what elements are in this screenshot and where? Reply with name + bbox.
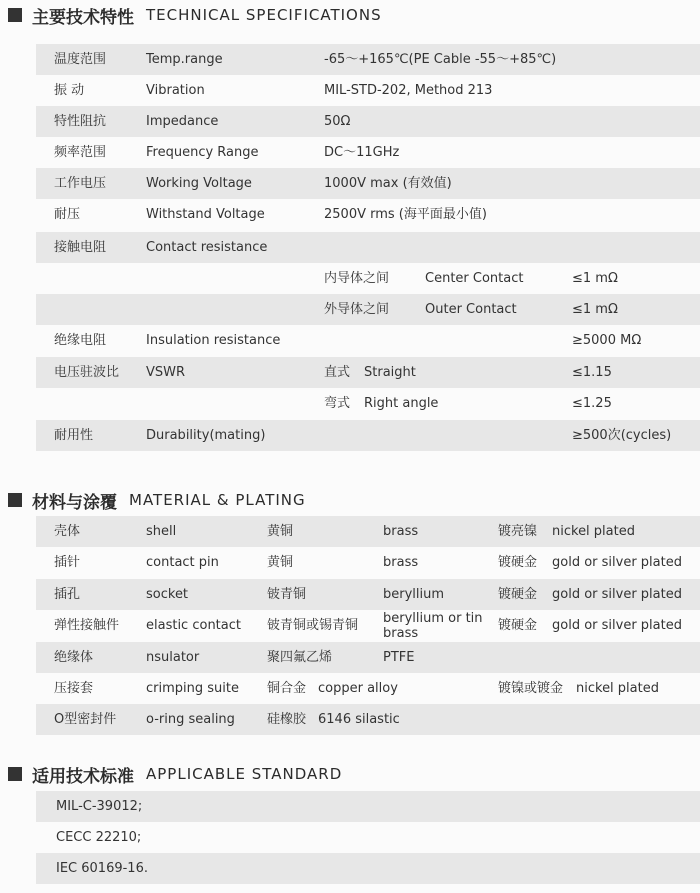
table-row [36,516,700,547]
tech-section-title [8,3,382,27]
material-cn: 铍青铜或锡青铜 [267,618,359,633]
row-label-en: VSWR [146,365,186,380]
standard-item: MIL-C-39012; [56,799,143,814]
row-value: 50Ω [324,114,351,129]
material-en: 6146 silastic [318,712,400,727]
table-row [36,263,700,294]
row-value: MIL-STD-202, Method 213 [324,83,493,98]
row-label-cn: 耐压 [54,207,81,222]
table-row [36,610,700,641]
plating-en: nickel plated [552,524,635,539]
material-en: beryllium [383,587,445,602]
plating-en: nickel plated [576,681,659,696]
table-row [36,388,700,419]
table-row [36,325,700,356]
table-row [36,232,700,263]
material-cn: 黄铜 [267,524,294,539]
row-sub-label-cn: 内导体之间 [324,271,390,286]
row-label-cn: 频率范围 [54,145,107,160]
part-name-en: elastic contact [146,618,241,633]
list-item [36,853,700,884]
table-row [36,357,700,388]
material-en: beryllium or tin brass [383,611,483,641]
row-label-en: Working Voltage [146,176,252,191]
table-row [36,420,700,451]
row-label-cn: 温度范围 [54,52,107,67]
table-row [36,642,700,673]
row-value: ≤1.15 [572,365,612,380]
material-section-title [8,488,306,512]
plating-cn: 镀硬金 [498,618,538,633]
row-label-en: Vibration [146,83,205,98]
standard-item: IEC 60169-16. [56,861,148,876]
row-label-en: Temp.range [146,52,223,67]
row-label-cn: 绝缘电阻 [54,333,107,348]
row-value: ≥5000 MΩ [572,333,642,348]
table-row [36,704,700,735]
row-value: 2500V rms (海平面最小值) [324,207,487,222]
row-value: DC～11GHz [324,145,400,160]
row-sub-label-cn: 外导体之间 [324,302,390,317]
plating-cn: 镀硬金 [498,555,538,570]
row-label-en: Impedance [146,114,219,129]
row-value: ≤1 mΩ [572,271,618,286]
material-title-cn: 材料与涂覆 [32,492,117,513]
row-value: -65～+165℃(PE Cable -55～+85℃) [324,52,557,67]
table-row [36,106,700,137]
plating-cn: 镀亮镍 [498,524,538,539]
part-name-cn: 壳体 [54,524,81,539]
table-row [36,75,700,106]
row-label-cn: 工作电压 [54,176,107,191]
part-name-cn: 压接套 [54,681,94,696]
row-value: ≤1.25 [572,396,612,411]
row-value: 1000V max (有效值) [324,176,452,191]
square-bullet-icon [8,493,22,507]
part-name-en: o-ring sealing [146,712,235,727]
row-sub-label-cn: 弯式 [324,396,351,411]
row-label-en: Durability(mating) [146,428,266,443]
table-row [36,168,700,199]
plating-cn: 镀硬金 [498,587,538,602]
standard-section-title [8,762,342,786]
row-label-cn: 振 动 [54,83,85,98]
row-value: ≥500次(cycles) [572,428,672,443]
material-cn: 铜合金 [267,681,307,696]
row-label-cn: 特性阻抗 [54,114,107,129]
material-cn: 聚四氟乙烯 [267,650,333,665]
material-title-en: MATERIAL & PLATING [129,491,306,509]
row-sub-label-en: Outer Contact [425,302,517,317]
square-bullet-icon [8,767,22,781]
plating-en: gold or silver plated [552,618,682,633]
table-row [36,294,700,325]
material-cn: 硅橡胶 [267,712,307,727]
row-label-en: Insulation resistance [146,333,281,348]
material-cn: 黄铜 [267,555,294,570]
part-name-cn: 弹性接触件 [54,618,120,633]
part-name-cn: 插针 [54,555,81,570]
standard-title-cn: 适用技术标准 [32,766,134,787]
tech-title-cn: 主要技术特性 [32,7,134,28]
row-label-cn: 电压驻波比 [54,365,120,380]
part-name-en: crimping suite [146,681,239,696]
table-row [36,579,700,610]
row-label-cn: 耐用性 [54,428,94,443]
table-row [36,673,700,704]
row-sub-label-cn: 直式 [324,365,351,380]
table-row [36,44,700,75]
part-name-cn: O型密封件 [54,712,117,727]
table-row [36,547,700,578]
row-label-en: Contact resistance [146,240,268,255]
material-cn: 铍青铜 [267,587,307,602]
row-label-en: Frequency Range [146,145,259,160]
part-name-en: nsulator [146,650,200,665]
tech-title-en: TECHNICAL SPECIFICATIONS [146,6,382,24]
material-en: copper alloy [318,681,398,696]
material-en: brass [383,555,419,570]
plating-cn: 镀镍或镀金 [498,681,564,696]
material-en: brass [383,524,419,539]
standard-title-en: APPLICABLE STANDARD [146,765,343,783]
plating-en: gold or silver plated [552,555,682,570]
part-name-en: shell [146,524,177,539]
standard-item: CECC 22210; [56,830,142,845]
plating-en: gold or silver plated [552,587,682,602]
material-en: PTFE [383,650,415,665]
part-name-en: contact pin [146,555,219,570]
part-name-cn: 插孔 [54,587,81,602]
row-label-cn: 接触电阻 [54,240,107,255]
part-name-cn: 绝缘体 [54,650,94,665]
table-row [36,199,700,230]
part-name-en: socket [146,587,189,602]
square-bullet-icon [8,8,22,22]
row-label-en: Withstand Voltage [146,207,265,222]
row-sub-label-en: Straight [364,365,416,380]
row-value: ≤1 mΩ [572,302,618,317]
row-sub-label-en: Right angle [364,396,439,411]
row-sub-label-en: Center Contact [425,271,524,286]
table-row [36,137,700,168]
list-item [36,822,700,853]
list-item [36,791,700,822]
